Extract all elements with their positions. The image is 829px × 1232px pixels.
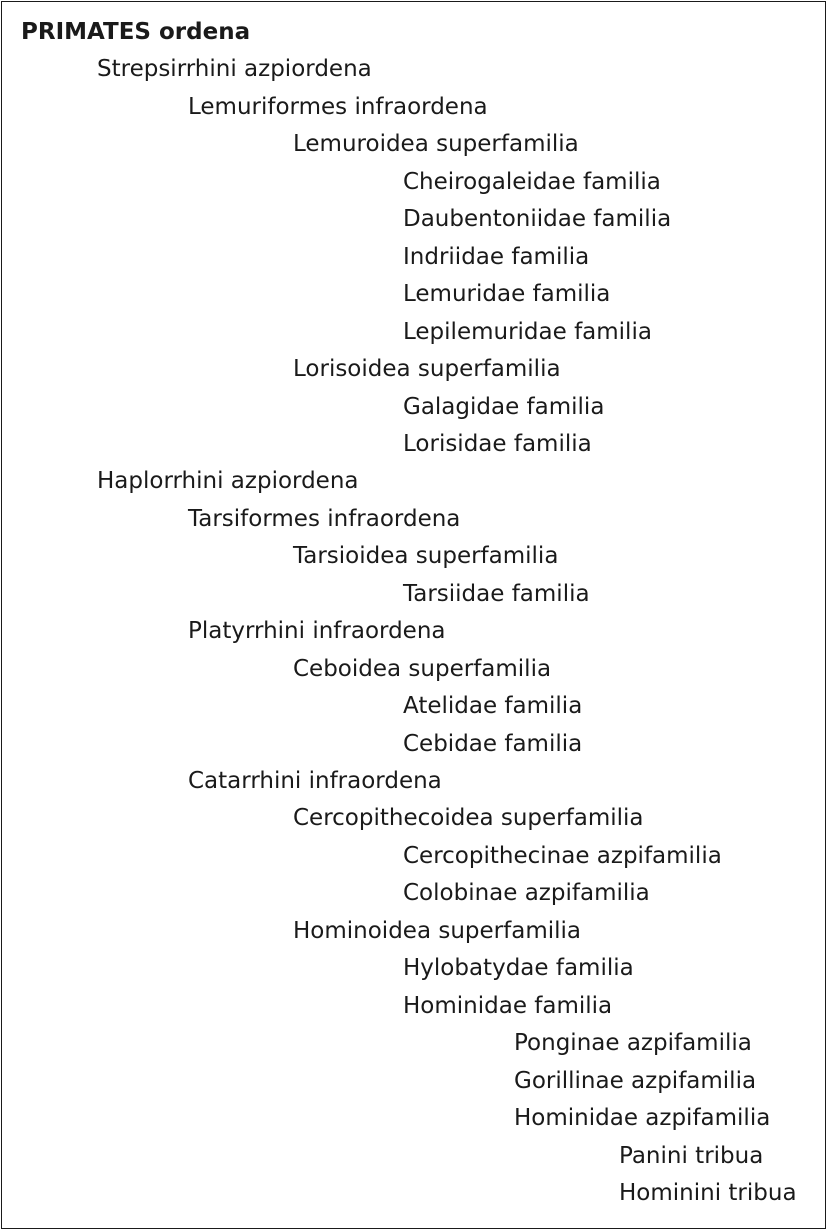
taxonomy-entry: Platyrrhini infraordena [188, 618, 446, 645]
taxonomy-entry: Daubentoniidae familia [403, 206, 672, 233]
taxonomy-entry: Catarrhini infraordena [188, 768, 442, 794]
taxonomy-entry: Lorisoidea superfamilia [293, 356, 561, 383]
taxonomy-entry: Hominini tribua [619, 1179, 797, 1206]
taxonomy-entry: Panini tribua [619, 1142, 764, 1169]
taxonomy-entry: Tarsiidae familia [403, 580, 590, 607]
taxonomy-entry: Tarsiformes infraordena [188, 505, 461, 532]
taxonomy-entry: Galagidae familia [403, 393, 605, 420]
taxonomy-entry: Gorillinae azpifamilia [514, 1067, 757, 1094]
taxonomy-entry: Cercopithecoidea superfamilia [293, 805, 644, 832]
taxonomy-entry: Strepsirrhini azpiordena [97, 56, 372, 83]
document-title: PRIMATES ordena [21, 19, 251, 45]
taxonomy-document [1, 1, 826, 1229]
taxonomy-entry: Hominidae familia [403, 992, 613, 1019]
taxonomy-entry: Lepilemuridae familia [403, 318, 652, 345]
taxonomy-entry: Cercopithecinae azpifamilia [403, 842, 722, 869]
taxonomy-entry: Hominoidea superfamilia [293, 917, 581, 944]
taxonomy-entry: Haplorrhini azpiordena [97, 468, 359, 495]
taxonomy-entry: Lemuroidea superfamilia [293, 131, 579, 158]
taxonomy-entry: Indriidae familia [403, 243, 590, 270]
taxonomy-entry: Atelidae familia [403, 693, 583, 720]
taxonomy-entry: Hylobatydae familia [403, 955, 634, 982]
taxonomy-entry: Lemuriformes infraordena [188, 93, 488, 120]
taxonomy-entry: Ponginae azpifamilia [514, 1030, 752, 1057]
taxonomy-entry: Cheirogaleidae familia [403, 168, 661, 195]
taxonomy-entry: Cebidae familia [403, 730, 583, 757]
taxonomy-entry: Tarsioidea superfamilia [293, 543, 559, 570]
taxonomy-entry: Hominidae azpifamilia [514, 1105, 771, 1132]
taxonomy-entry: Lorisidae familia [403, 430, 592, 457]
taxonomy-entry: Colobinae azpifamilia [403, 880, 650, 907]
taxonomy-entry: Lemuridae familia [403, 281, 611, 308]
taxonomy-entry: Ceboidea superfamilia [293, 655, 552, 682]
